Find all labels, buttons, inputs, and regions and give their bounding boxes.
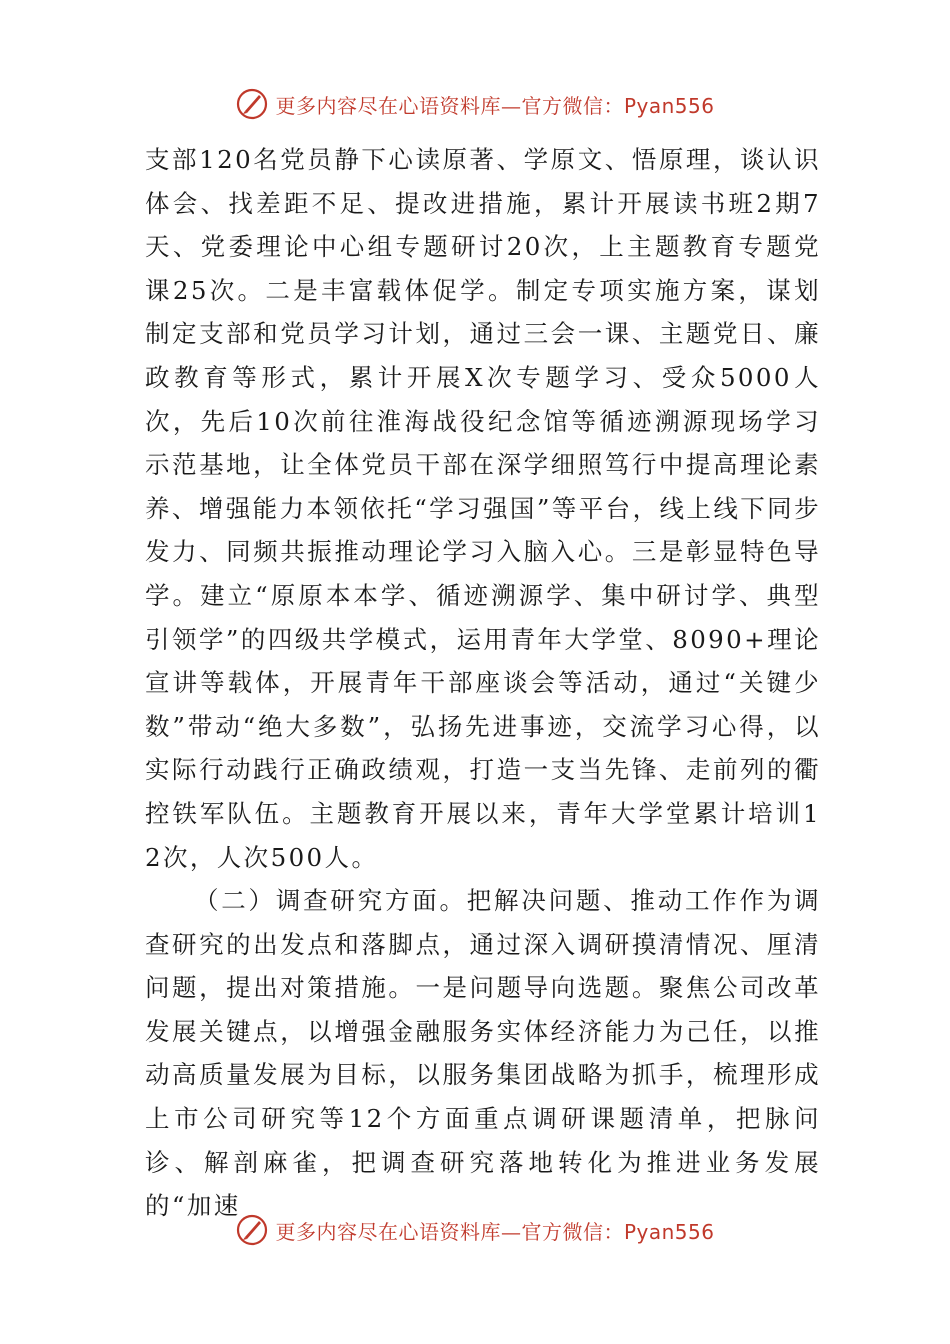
paragraph-2: （二）调查研究方面。把解决问题、推动工作作为调查研究的出发点和落脚点，通过深入调研摸清情况、厘清问题，提出对策措施。一是问题导向选题。聚焦公司改革发展关键点，以增强金融服务实体经济能力为己任，以推动高质量发展为目标，以服务集团战略为抓手，梳理形成上市公司研究等12个方面重点调研课题清单，把脉问诊、解剖麻雀，把调查研究落地转化为推进业务发展的“加速 bbox=[145, 886, 821, 1221]
document-body bbox=[145, 138, 821, 1228]
quill-pen-logo-icon bbox=[235, 1213, 269, 1247]
paragraph-1: 支部120名党员静下心读原著、学原文、悟原理，谈认识体会、找差距不足、提改进措施，累计开展读书班2期7天、党委理论中心组专题研讨20次，上主题教育专题党课25次。二是丰富载体促学。制定专项实施方案，谋划制定支部和党员学习计划，通过三会一课、主题党日、廉政教育等形式，累计开展X次专题学习、受众5000人次，先后10次前往淮海战役纪念馆等循迹溯源现场学习示范基地，让全体党员干部在深学细照笃行中提高理论素养、增强能力本领依托“学习强国”等平台，线上线下同步发力、同频共振推动理论学习入脑入心。三是彰显特色导学。建立“原原本本学、循迹溯源学、集中研讨学、典型引领学”的四级共学模式，运用青年大学堂、8090+理论宣讲等载体，开展青年干部座谈会等活动，通过“关键少数”带动“绝大多数”，弘扬先进事迹，交流学习心得，以实际行动践行正确政绩观，打造一支当先锋、走前列的衢控铁军队伍。主题教育开展以来，青年大学堂累计培训12次，人次500人。 bbox=[145, 145, 821, 872]
footer-watermark bbox=[0, 1210, 950, 1250]
watermark-text: 更多内容尽在心语资料库—官方微信：Pyan556 bbox=[275, 1219, 715, 1244]
watermark-text: 更多内容尽在心语资料库—官方微信：Pyan556 bbox=[275, 93, 715, 118]
header-watermark bbox=[0, 84, 950, 124]
quill-pen-logo-icon bbox=[235, 87, 269, 121]
